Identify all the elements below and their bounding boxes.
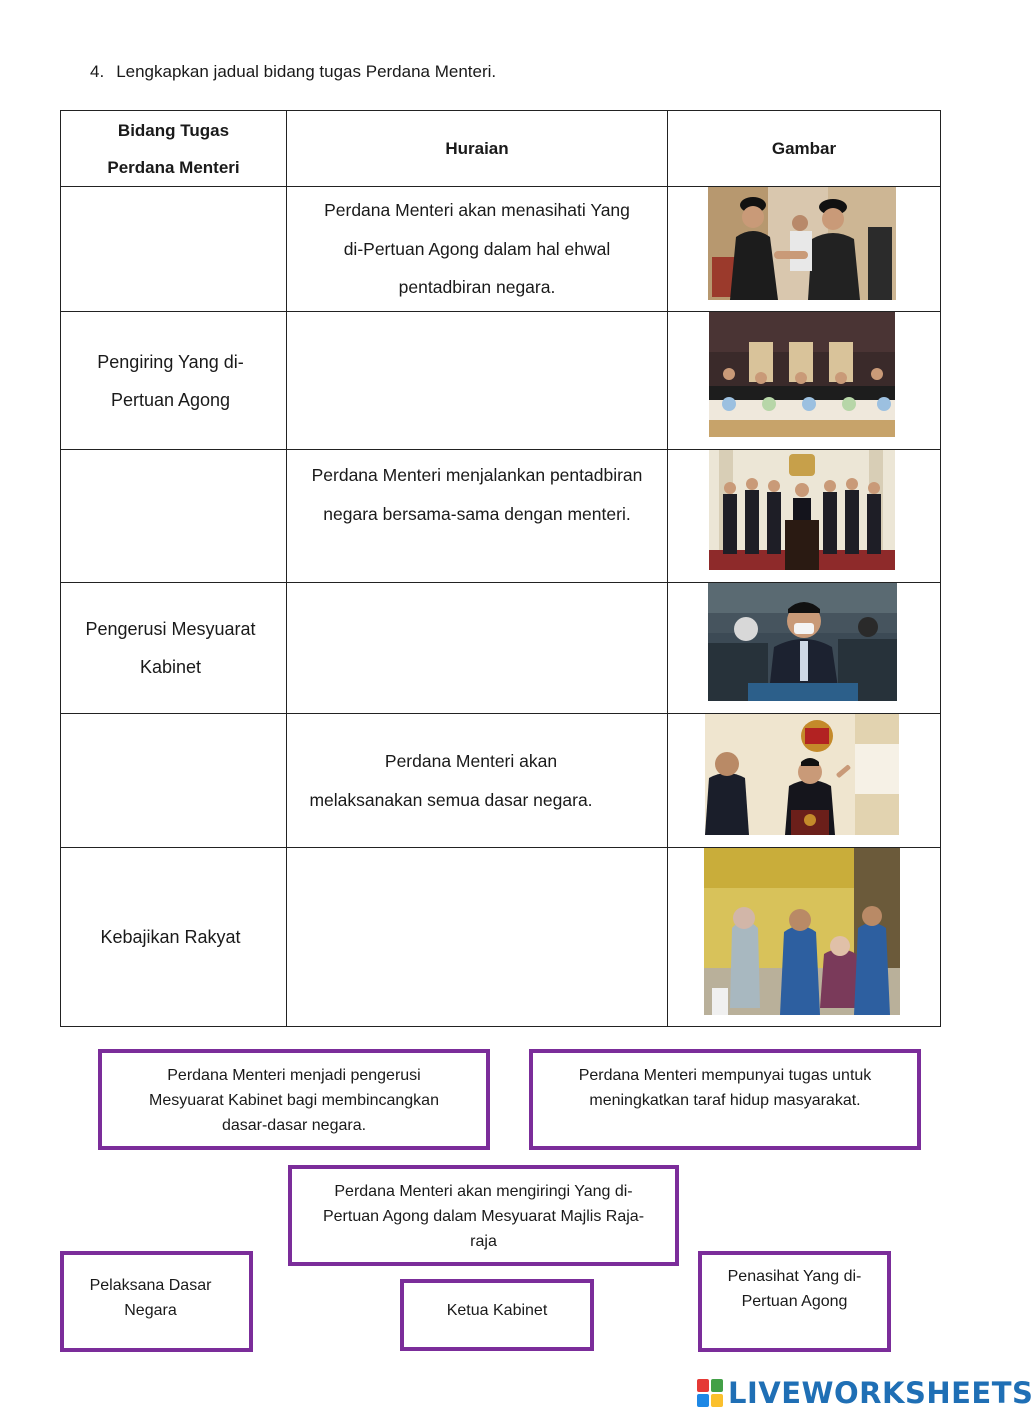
duty-cell-answer-slot[interactable]: [61, 187, 287, 312]
description-cell-answer-slot[interactable]: [287, 583, 668, 714]
description-cell-answer-slot[interactable]: [287, 312, 668, 450]
duties-table: [60, 110, 941, 1027]
picture-cell: [668, 312, 941, 450]
desc-line: di-Pertuan Agong dalam hal ehwal: [343, 238, 611, 259]
picture-cell: [668, 187, 941, 312]
chip-line: Pertuan Agong: [741, 1293, 848, 1310]
chip-line: Pelaksana Dasar: [89, 1277, 212, 1294]
picture-cell: [668, 714, 941, 848]
brand-text: LIVEWORKSHEETS: [728, 1376, 1033, 1410]
chip-line: dasar-dasar negara.: [221, 1117, 367, 1134]
duty-cell-answer-slot[interactable]: [61, 450, 287, 583]
chip-line: Negara: [124, 1302, 177, 1319]
duty-line: Pengiring Yang di-: [97, 351, 244, 372]
header-line: Bidang Tugas: [117, 120, 230, 140]
photo-handshake: [708, 187, 896, 300]
answer-chip-pelaksana-dasar[interactable]: [60, 1251, 253, 1352]
table-row: [61, 583, 941, 714]
chip-line: Pertuan Agong dalam Mesyuarat Majlis Raja-: [322, 1208, 645, 1225]
question-text: Lengkapkan jadual bidang tugas Perdana Menteri.: [116, 62, 497, 81]
table-row: [61, 187, 941, 312]
chip-line: Ketua Kabinet: [446, 1302, 548, 1319]
header-line: Perdana Menteri: [107, 157, 240, 177]
chip-line: Mesyuarat Kabinet bagi membincangkan: [149, 1092, 439, 1109]
desc-line: melaksanakan semua dasar negara.: [309, 789, 593, 810]
duty-cell: [61, 312, 287, 450]
header-bidang-tugas: [61, 111, 287, 187]
picture-cell: [668, 450, 941, 583]
duty-line: Kebajikan Rakyat: [100, 927, 241, 947]
header-huraian: Huraian: [287, 111, 668, 187]
desc-line: Perdana Menteri menjalankan pentadbiran: [311, 465, 643, 485]
photo-council-meeting: [709, 312, 895, 437]
picture-cell: [668, 583, 941, 714]
duty-line: Kabinet: [139, 657, 202, 677]
chip-line: Perdana Menteri mempunyai tugas untuk: [578, 1067, 872, 1084]
picture-cell: [668, 848, 941, 1027]
chip-line: Perdana Menteri menjadi pengerusi: [167, 1067, 421, 1084]
answer-chip-ketua-kabinet[interactable]: [400, 1279, 594, 1351]
desc-line: Perdana Menteri akan menasihati Yang: [324, 200, 630, 221]
answer-chip-ketua-kabinet-desc[interactable]: [98, 1049, 490, 1150]
photo-parliament-speech: [708, 583, 897, 701]
answer-chip-penasihat[interactable]: [698, 1251, 891, 1352]
table-row: [61, 312, 941, 450]
question-prompt: [90, 62, 496, 82]
duty-cell: [61, 848, 287, 1027]
answer-chip-pengiring-desc[interactable]: [288, 1165, 679, 1266]
table-row: [61, 848, 941, 1027]
description-cell: [287, 450, 668, 583]
liveworksheets-logo-icon: [697, 1379, 723, 1407]
chip-line: Perdana Menteri akan mengiringi Yang di-: [334, 1183, 633, 1200]
table-header-row: [61, 111, 941, 187]
duty-cell-answer-slot[interactable]: [61, 714, 287, 848]
answer-chip-kebajikan-desc[interactable]: [529, 1049, 921, 1150]
photo-cabinet-press: [709, 450, 895, 570]
desc-line: pentadbiran negara.: [398, 277, 556, 298]
duty-line: Pertuan Agong: [110, 389, 231, 410]
photo-podium-address: [705, 714, 899, 835]
duty-cell: [61, 583, 287, 714]
duty-line: Pengerusi Mesyuarat: [85, 619, 256, 639]
desc-line: negara bersama-sama dengan menteri.: [323, 503, 631, 524]
header-gambar: Gambar: [668, 111, 941, 187]
table-row: [61, 714, 941, 848]
desc-line: Perdana Menteri akan: [384, 751, 558, 771]
question-number: 4.: [90, 62, 105, 81]
chip-line: Penasihat Yang di-: [727, 1268, 862, 1285]
photo-community-visit: [704, 848, 900, 1015]
description-cell-answer-slot[interactable]: [287, 848, 668, 1027]
liveworksheets-brand: [697, 1376, 1033, 1410]
chip-line: raja: [470, 1233, 497, 1250]
chip-line: meningkatkan taraf hidup masyarakat.: [589, 1092, 861, 1109]
table-row: [61, 450, 941, 583]
description-cell: [287, 714, 668, 848]
description-cell: [287, 187, 668, 312]
